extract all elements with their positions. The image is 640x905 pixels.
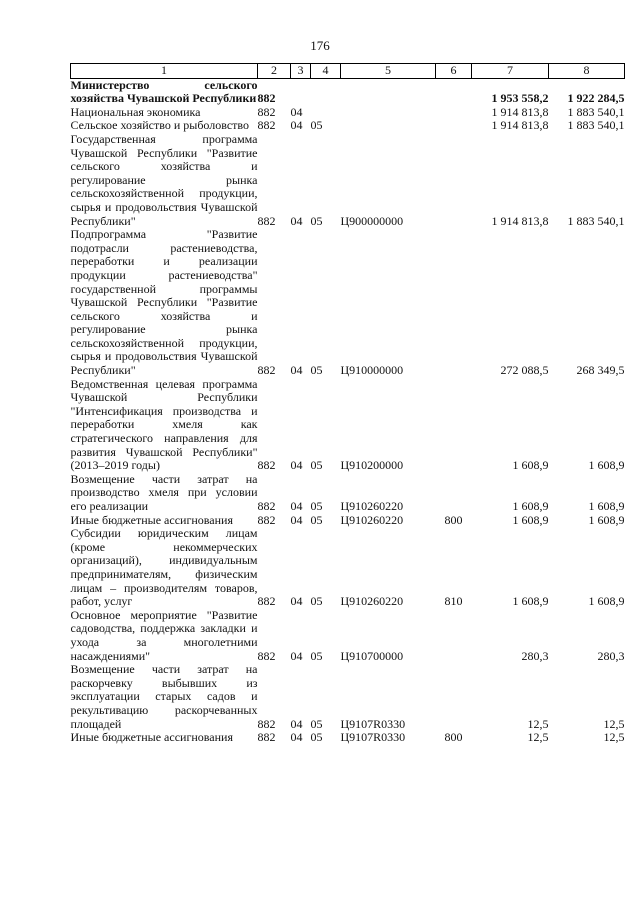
row-amount-year-2: 1 608,9: [588, 594, 625, 609]
header-col-7: 7: [472, 64, 549, 79]
row-expense-type: [436, 228, 472, 378]
row-amount-year-1: 1 608,9: [512, 499, 549, 513]
row-expense-type: [436, 663, 472, 731]
row-subsection: 05: [310, 716, 323, 731]
row-amount-year-2: 12,5: [603, 730, 625, 745]
row-ministry-code: 882: [257, 594, 276, 609]
row-amount-year-1: 280,3: [521, 648, 549, 663]
row-target-article: Ц910260220: [340, 499, 404, 513]
row-amount-year-2: 1 883 540,1: [567, 104, 625, 119]
row-ministry-code: 882: [257, 499, 276, 513]
row-subsection: 05: [310, 512, 323, 527]
row-subsection: 05: [310, 458, 323, 473]
header-col-1: 1: [71, 64, 258, 79]
row-target-article: Ц910200000: [340, 458, 404, 473]
row-section: 04: [290, 716, 303, 731]
row-subsection: [311, 106, 341, 120]
row-expense-type: 800: [444, 512, 463, 527]
row-subsection: [311, 78, 341, 106]
row-section: [291, 78, 311, 106]
row-section: 04: [290, 104, 303, 119]
row-name: Возмещение части затрат на производство хмеля при условии его реализации: [70, 471, 258, 513]
row-name: Сельское хозяйство и рыболовство: [70, 118, 250, 133]
table-row: [71, 78, 625, 106]
row-expense-type: 800: [444, 730, 463, 745]
row-ministry-code: 882: [257, 512, 276, 527]
row-subsection: 05: [310, 118, 323, 133]
table-row: [71, 119, 625, 133]
row-amount-year-2: 12,5: [603, 716, 625, 731]
row-amount-year-2: 1 608,9: [588, 499, 625, 513]
row-name: Иные бюджетные ассигнования: [70, 730, 233, 745]
row-amount-year-1: 1 914 813,8: [491, 118, 549, 133]
row-name: Государственная программа Чувашской Республики "Развитие сельского хозяйства и регулирование рынка сельскохозяйственной продукции, сырья и продовольствия Чувашской Республики": [70, 131, 258, 228]
row-ministry-code: 882: [257, 648, 276, 663]
row-target-article: Ц910000000: [340, 363, 404, 378]
row-amount-year-1: 1 608,9: [512, 594, 549, 609]
row-amount-year-1: 1 608,9: [512, 458, 549, 473]
row-ministry-code: 882: [257, 458, 276, 473]
header-col-2: 2: [258, 64, 291, 79]
header-col-8: 8: [549, 64, 625, 79]
row-target-article: Ц910260220: [340, 594, 404, 609]
row-name: Подпрограмма "Развитие подотрасли растениеводства, переработки и реализации продукции растениеводства" государственной программы Чувашской Республики "Развитие сельского хозяйства и регулирование рынка сельскохозяйственной продукции, сырья и продовольствия Чувашской Республики": [70, 227, 258, 378]
row-target-article: Ц910260220: [340, 512, 404, 527]
budget-table: [70, 63, 625, 745]
row-amount-year-1: 1 608,9: [512, 512, 549, 527]
row-ministry-code: 882: [257, 91, 276, 106]
row-section: 04: [290, 648, 303, 663]
row-amount-year-2: 1 608,9: [588, 512, 625, 527]
header-col-5: 5: [341, 64, 436, 79]
row-amount-year-1: 1 953 558,2: [491, 91, 549, 106]
row-target-article: Ц900000000: [340, 213, 404, 228]
row-section: 04: [290, 730, 303, 745]
row-target-article: [341, 119, 436, 133]
row-amount-year-2: 268 349,5: [576, 363, 625, 378]
row-amount-year-2: 1 608,9: [588, 458, 625, 473]
row-name: Национальная экономика: [70, 104, 201, 119]
row-section: 04: [290, 499, 303, 513]
row-amount-year-1: 1 914 813,8: [491, 104, 549, 119]
row-subsection: 05: [310, 730, 323, 745]
row-name: Основное мероприятие "Развитие садоводства, поддержка закладки и ухода за многолетними насаждениями": [70, 607, 258, 663]
row-target-article: [341, 78, 436, 106]
row-ministry-code: 882: [257, 104, 276, 119]
row-target-article: [341, 106, 436, 120]
table-row: [71, 663, 625, 731]
table-row: [71, 731, 625, 745]
table-row: [71, 514, 625, 528]
row-expense-type: [436, 473, 472, 514]
row-name: Субсидии юридическим лицам (кроме некоммерческих организаций), индивидуальным предпринимателям, физическим лицам – производителям товаров, работ, услуг: [70, 526, 258, 609]
row-ministry-code: 882: [257, 716, 276, 731]
row-target-article: Ц9107R0330: [340, 716, 406, 731]
row-ministry-code: 882: [257, 213, 276, 228]
table-row: [71, 609, 625, 663]
header-col-6: 6: [436, 64, 472, 79]
page-number: 176: [310, 38, 330, 53]
row-name: Министерство сельского хозяйства Чувашской Республики: [70, 77, 258, 106]
row-amount-year-2: 1 922 284,5: [567, 91, 625, 106]
row-expense-type: [436, 106, 472, 120]
row-section: 04: [290, 458, 303, 473]
table-row: [71, 228, 625, 378]
row-section: 04: [290, 363, 303, 378]
table-row: [71, 527, 625, 609]
row-expense-type: [436, 119, 472, 133]
row-amount-year-1: 272 088,5: [500, 363, 549, 378]
header-row: [71, 64, 625, 79]
row-target-article: Ц910700000: [340, 648, 404, 663]
row-section: 04: [290, 594, 303, 609]
row-ministry-code: 882: [257, 363, 276, 378]
row-subsection: 05: [310, 213, 323, 228]
row-expense-type: 810: [444, 594, 463, 609]
row-section: 04: [290, 118, 303, 133]
header-col-4: 4: [311, 64, 341, 79]
header-col-3: 3: [291, 64, 311, 79]
row-subsection: 05: [310, 363, 323, 378]
row-section: 04: [290, 512, 303, 527]
row-subsection: 05: [310, 648, 323, 663]
table-row: [71, 133, 625, 228]
row-amount-year-2: 280,3: [597, 648, 625, 663]
row-expense-type: [436, 78, 472, 106]
table-body: [71, 78, 625, 745]
row-amount-year-1: 12,5: [527, 730, 549, 745]
row-name: Ведомственная целевая программа Чувашской Республики "Интенсификация производства и переработки хмеля как стратегического направления для развития Чувашской Республики" (2013–2019 годы): [70, 376, 258, 473]
row-name: Иные бюджетные ассигнования: [70, 512, 233, 527]
table-row: [71, 378, 625, 473]
row-subsection: 05: [310, 594, 323, 609]
row-amount-year-2: 1 883 540,1: [567, 118, 625, 133]
row-amount-year-1: 1 914 813,8: [491, 213, 549, 228]
row-ministry-code: 882: [257, 118, 276, 133]
row-expense-type: [436, 378, 472, 473]
row-amount-year-1: 12,5: [527, 716, 549, 731]
row-expense-type: [436, 133, 472, 228]
row-section: 04: [290, 213, 303, 228]
row-expense-type: [436, 609, 472, 663]
row-name: Возмещение части затрат на раскорчевку выбывших из эксплуатации старых садов и рекультивацию раскорчеванных площадей: [70, 662, 258, 731]
row-subsection: 05: [310, 499, 323, 513]
table-row: [71, 473, 625, 514]
row-target-article: Ц9107R0330: [340, 730, 406, 745]
table-row: [71, 106, 625, 120]
row-amount-year-2: 1 883 540,1: [567, 213, 625, 228]
row-ministry-code: 882: [257, 730, 276, 745]
